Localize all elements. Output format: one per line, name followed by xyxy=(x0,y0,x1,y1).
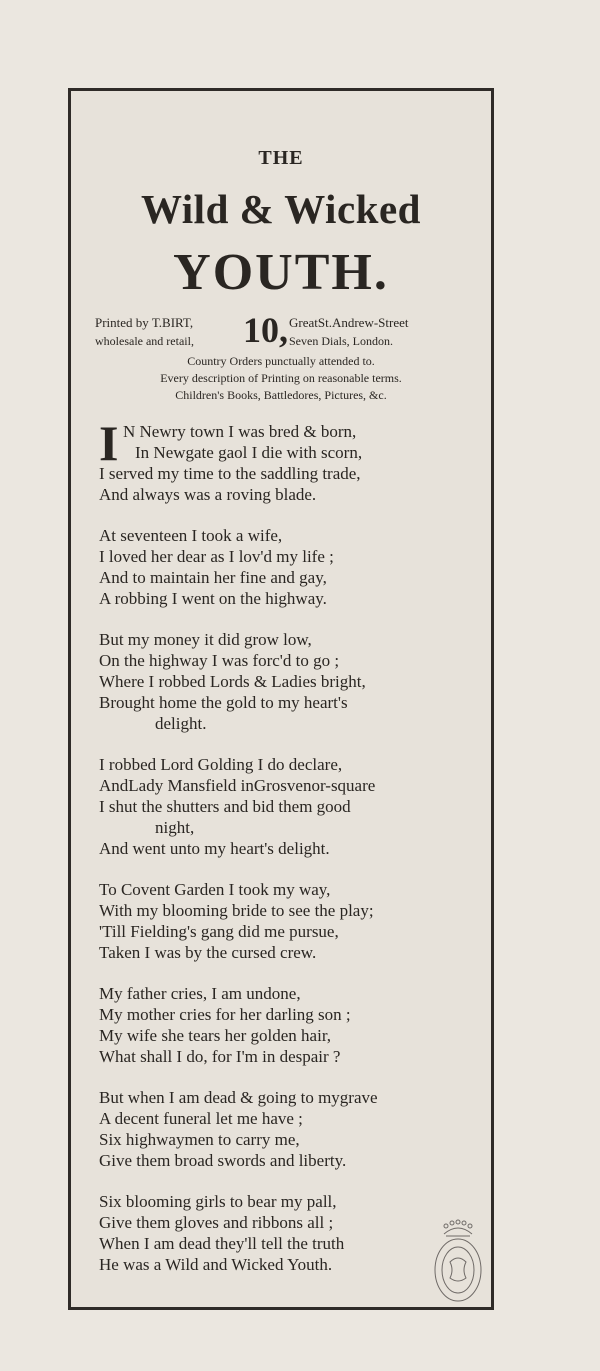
verse-line: Six highwaymen to carry me, xyxy=(99,1130,300,1149)
verse-line: My wife she tears her golden hair, xyxy=(99,1026,332,1045)
verse-line: But when I am dead & going to mygrave xyxy=(99,1088,378,1107)
imprint-printer: Printed by T.BIRT, xyxy=(95,315,194,330)
verse-line: And went unto my heart's delight. xyxy=(99,839,330,858)
imprint-number: 10, xyxy=(243,310,288,350)
title-line-2: YOUTH. xyxy=(173,244,389,301)
verse-line: He was a Wild and Wicked Youth. xyxy=(99,1255,333,1274)
verse-line: A robbing I went on the highway. xyxy=(99,589,327,608)
library-stamp-icon xyxy=(432,1214,484,1302)
imprint-street: GreatSt.Andrew-Street xyxy=(289,315,409,330)
verse-line: N Newry town I was bred & born, xyxy=(123,422,357,441)
stanza-2 xyxy=(99,525,481,609)
poem-body xyxy=(99,415,481,1295)
title-the: THE xyxy=(258,147,304,169)
verse-line: night, xyxy=(155,818,195,837)
stanza-1 xyxy=(99,415,481,505)
verse-line: With my blooming bride to see the play; xyxy=(99,901,374,920)
verse-line: But my money it did grow low, xyxy=(99,630,312,649)
drop-cap: I xyxy=(99,415,119,471)
verse-line: Give them broad swords and liberty. xyxy=(99,1151,347,1170)
verse-line: I served my time to the saddling trade, xyxy=(99,464,361,483)
verse-line: What shall I do, for I'm in despair ? xyxy=(99,1047,341,1066)
stanza-5 xyxy=(99,879,481,963)
verse-line: delight. xyxy=(155,714,207,733)
imprint-wholesale: wholesale and retail, xyxy=(95,334,194,348)
verse-line: Brought home the gold to my heart's xyxy=(99,693,348,712)
verse-line: Six blooming girls to bear my pall, xyxy=(99,1192,337,1211)
verse-line: Where I robbed Lords & Ladies bright, xyxy=(99,672,366,691)
verse-line: I robbed Lord Golding I do declare, xyxy=(99,755,343,774)
stanza-3 xyxy=(99,629,481,734)
imprint-city: Seven Dials, London. xyxy=(289,334,393,348)
verse-line: And always was a roving blade. xyxy=(99,485,317,504)
verse-line: A decent funeral let me have ; xyxy=(99,1109,303,1128)
verse-line: My father cries, I am undone, xyxy=(99,984,301,1003)
verse-line: On the highway I was forc'd to go ; xyxy=(99,651,340,670)
imprint-products: Children's Books, Battledores, Pictures, &c. xyxy=(175,388,387,402)
imprint-orders: Country Orders punctually attended to. xyxy=(187,354,375,368)
printer-imprint xyxy=(85,310,477,404)
verse-line: AndLady Mansfield inGrosvenor-square xyxy=(99,776,376,795)
verse-line: And to maintain her fine and gay, xyxy=(99,568,327,587)
verse-line: Give them gloves and ribbons all ; xyxy=(99,1213,334,1232)
verse-line: 'Till Fielding's gang did me pursue, xyxy=(99,922,339,941)
stanza-6 xyxy=(99,983,481,1067)
stanza-4 xyxy=(99,754,481,859)
verse-line: At seventeen I took a wife, xyxy=(99,526,283,545)
verse-line: I loved her dear as I lov'd my life ; xyxy=(99,547,334,566)
verse-line: My mother cries for her darling son ; xyxy=(99,1005,351,1024)
imprint-printing: Every description of Printing on reasonable terms. xyxy=(160,371,402,385)
stanza-8 xyxy=(99,1191,481,1275)
verse-line: When I am dead they'll tell the truth xyxy=(99,1234,345,1253)
broadside-sheet xyxy=(68,88,494,1310)
title-line-1: Wild & Wicked xyxy=(141,186,421,232)
stanza-7 xyxy=(99,1087,481,1171)
verse-line: I shut the shutters and bid them good xyxy=(99,797,351,816)
verse-line: To Covent Garden I took my way, xyxy=(99,880,331,899)
verse-line: Taken I was by the cursed crew. xyxy=(99,943,317,962)
verse-line: In Newgate gaol I die with scorn, xyxy=(135,443,363,462)
